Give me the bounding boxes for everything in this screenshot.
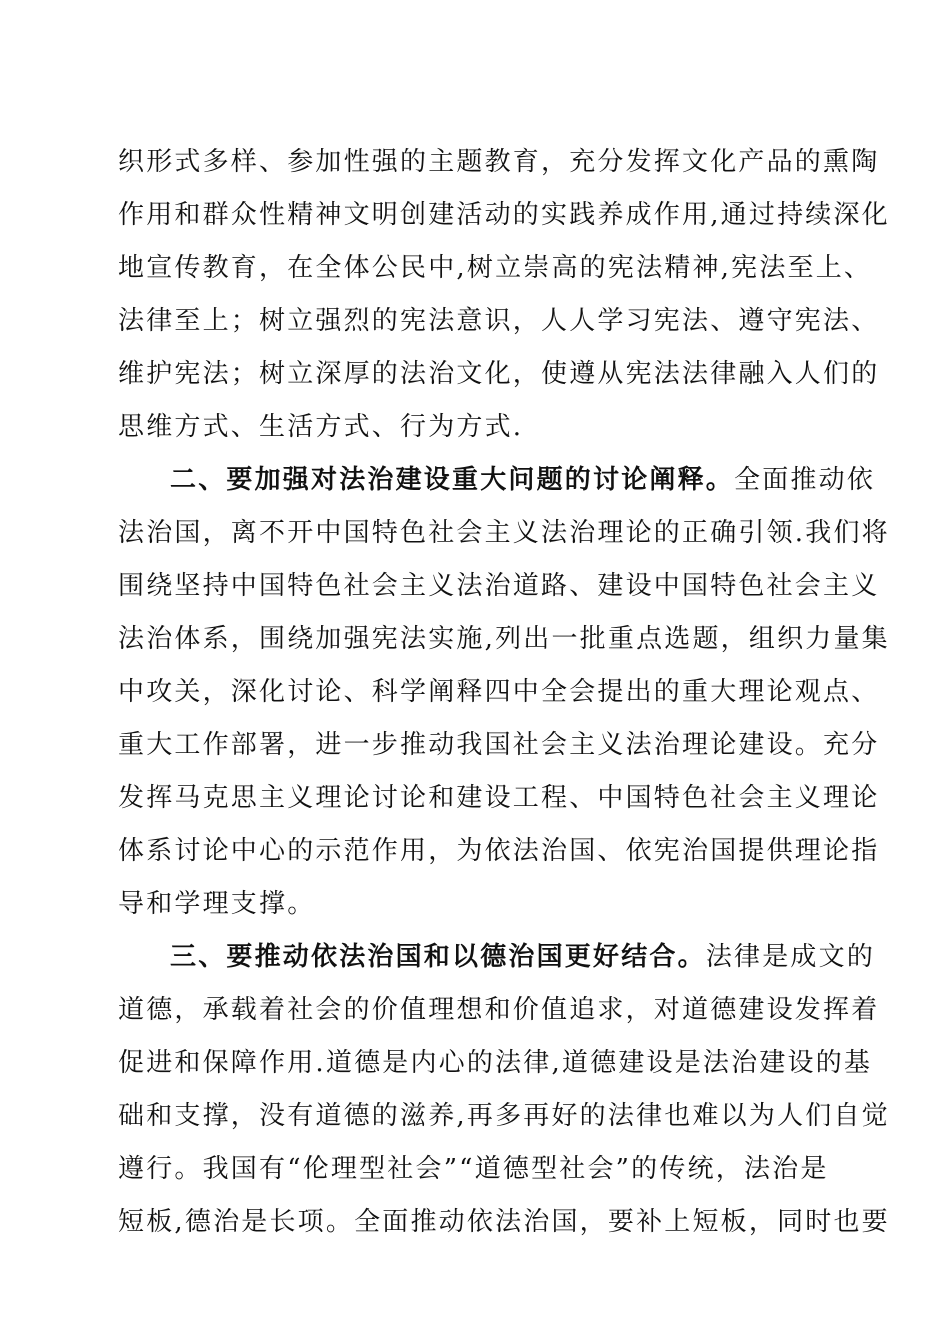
- section-heading: 二、要加强对法治建设重大问题的讨论阐释。: [170, 465, 735, 495]
- line-text: 法律是成文的: [705, 942, 876, 972]
- section-heading: 三、要推动依法治国和以德治国更好结合。: [170, 942, 706, 972]
- line-text: 短板,德治是长项。全面推动依法治国，要补上短板，同时也要: [118, 1207, 890, 1237]
- line-text: 维护宪法；树立深厚的法治文化，使遵从宪法法律融入人们的: [118, 359, 880, 389]
- text-line: [118, 729, 880, 761]
- line-text: 础和支撑，没有道德的滋养,再多再好的法律也难以为人们自觉: [118, 1101, 890, 1131]
- line-text: 中攻关，深化讨论、科学阐释四中全会提出的重大理论观点、: [118, 677, 880, 707]
- line-text: 作用和群众性精神文明创建活动的实践养成作用,通过持续深化: [118, 200, 890, 230]
- line-text: 导和学理支撑。: [118, 889, 316, 919]
- text-line: [118, 252, 873, 284]
- line-text: 发挥马克思主义理论讨论和建设工程、中国特色社会主义理论: [118, 783, 880, 813]
- text-line: [118, 411, 832, 443]
- line-text: 围绕坚持中国特色社会主义法治道路、建设中国特色社会主义: [118, 571, 880, 601]
- text-line: [118, 782, 880, 814]
- text-line: [118, 676, 880, 708]
- text-line: [118, 570, 880, 602]
- line-text: 促进和保障作用.道德是内心的法律,道德建设是法治建设的基: [118, 1048, 873, 1078]
- line-text: 全面推动依: [734, 465, 876, 495]
- text-line: [118, 358, 880, 390]
- text-line: [118, 1047, 873, 1079]
- text-line: [118, 305, 880, 337]
- line-text: 织形式多样、参加性强的主题教育，充分发挥文化产品的熏陶: [118, 147, 880, 177]
- line-text: 地宣传教育，在全体公民中,树立崇高的宪法精神,宪法至上、: [118, 253, 873, 283]
- text-line: [118, 1206, 890, 1238]
- line-text: 法治国，离不开中国特色社会主义法治理论的正确引领.我们将: [118, 518, 890, 548]
- text-line: [118, 835, 880, 867]
- line-text: 法律至上；树立强烈的宪法意识，人人学习宪法、遵守宪法、: [118, 306, 880, 336]
- section-heading-line: [170, 941, 884, 973]
- text-line: [118, 994, 880, 1026]
- text-line: [118, 888, 832, 920]
- text-line: [118, 517, 890, 549]
- line-text: 重大工作部署，进一步推动我国社会主义法治理论建设。充分: [118, 730, 880, 760]
- line-text: 思维方式、生活方式、行为方式.: [118, 412, 524, 442]
- line-text: 体系讨论中心的示范作用，为依法治国、依宪治国提供理论指: [118, 836, 880, 866]
- text-line: [118, 146, 880, 178]
- line-text: 法治体系，围绕加强宪法实施,列出一批重点选题，组织力量集: [118, 624, 890, 654]
- line-text: 道德，承载着社会的价值理想和价值追求，对道德建设发挥着: [118, 995, 880, 1025]
- text-line: [118, 1153, 832, 1185]
- text-line: [118, 623, 890, 655]
- line-text: 遵行。我国有“伦理型社会”“道德型社会”的传统，法治是: [118, 1154, 829, 1184]
- text-line: [118, 1100, 890, 1132]
- text-line: [118, 199, 890, 231]
- section-heading-line: [170, 464, 884, 496]
